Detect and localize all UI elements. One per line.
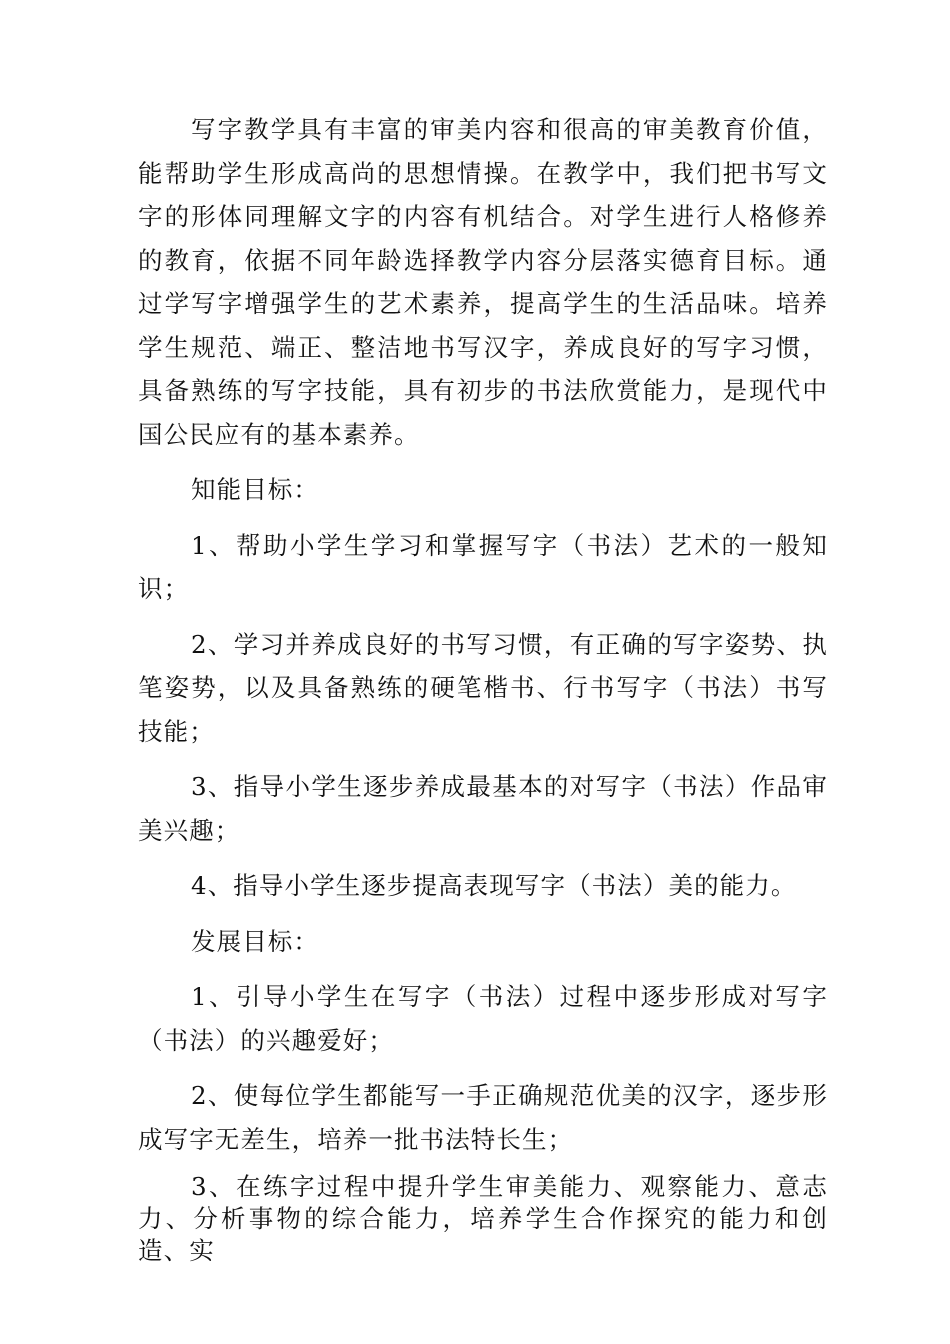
knowledge-goal-1: 1、帮助小学生学习和掌握写字（书法）艺术的一般知识；	[138, 530, 828, 603]
document-body	[138, 108, 828, 1267]
development-goal-1: 1、引导小学生在写字（书法）过程中逐步形成对写字（书法）的兴趣爱好；	[138, 982, 828, 1055]
heading-knowledge-goals: 知能目标：	[191, 475, 319, 504]
knowledge-goal-2: 2、学习并养成良好的书写习惯，有正确的写字姿势、执笔姿势，以及具备熟练的硬笔楷书、行书写字（书法）书写技能；	[138, 629, 828, 746]
development-goal-2: 2、使每位学生都能写一手正确规范优美的汉字，逐步形成写字无差生，培养一批书法特长生；	[138, 1081, 828, 1154]
heading-development-goals: 发展目标：	[191, 926, 319, 956]
knowledge-goal-3: 3、指导小学生逐步养成最基本的对写字（书法）作品审美兴趣；	[138, 772, 828, 845]
knowledge-goal-4: 4、指导小学生逐步提高表现写字（书法）美的能力。	[191, 871, 797, 900]
development-goal-3: 3、在练字过程中提升学生审美能力、观察能力、意志力、分析事物的综合能力，培养学生合作探究的能力和创造、实	[138, 1172, 828, 1265]
paragraph-intro: 写字教学具有丰富的审美内容和很高的审美教育价值，能帮助学生形成高尚的思想情操。在教学中，我们把书写文字的形体同理解文字的内容有机结合。对学生进行人格修养的教育，依据不同年龄选择教学内容分层落实德育目标。通过学写字增强学生的艺术素养，提高学生的生活品味。培养学生规范、端正、整洁地书写汉字，养成良好的写字习惯，具备熟练的写字技能，具有初步的书法欣赏能力，是现代中国公民应有的基本素养。	[138, 115, 828, 449]
